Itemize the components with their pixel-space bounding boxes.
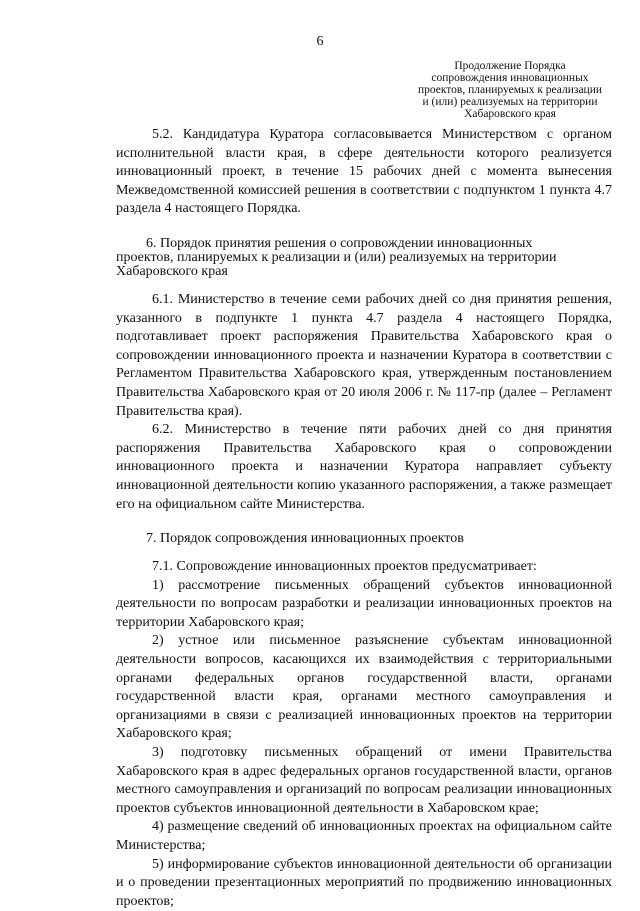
header-line: сопровождения инновационных: [431, 72, 589, 84]
section-7-heading: 7. Порядок сопровождения инновационных проектов: [146, 531, 464, 547]
paragraph-6-2: 6.2. Министерство в течение пяти рабочих дней со дня принятия распоряжения Правительства Хабаровского края о сопровождении инновационного проекта и назначении Куратора направляет субъекту инновационной деятельности копию указанного распоряжения, а также размещает его на официальном сайте Министерства.: [116, 422, 612, 512]
header-line: проектов, планируемых к реализации: [417, 84, 603, 96]
list-item: 5) информирование субъектов инновационной деятельности об организации и о проведении презентационных мероприятий по продвижению инновационных проектов;: [116, 856, 612, 909]
list-item: 3) подготовку письменных обращений от имени Правительства Хабаровского края в адрес федеральных органов государственной власти, органов местного самоуправления и организаций по вопросам реализации инновационных проектов субъектов инновационной деятельности в Хабаровском крае;: [116, 745, 612, 816]
paragraph-6-1: 6.1. Министерство в течение семи рабочих дней со дня принятия решения, указанного в подпункте 1 пункта 4.7 раздела 4 настоящего Порядка, подготавливает проект распоряжения Правительства Хабаровского края о сопровождении инновационного проекта и назначении Куратора в соответствии с Регламентом Правительства Хабаровского края, утвержденным постановлением Правительства Хабаровского края от 20 июля 2006 г. № 117-пр (далее – Регламент Правительства края).: [116, 291, 612, 419]
paragraph-5-2: 5.2. Кандидатура Куратора согласовывается Министерством с органом исполнительной власти края, в сфере деятельности которого реализуется инновационный проект, в течение 15 рабочих дней с момента вынесения Межведомственной комиссией решения в соответствии с подпунктом 1 пункта 4.7 раздела 4 настоящего Порядка.: [116, 127, 612, 217]
list-item: 1) рассмотрение письменных обращений субъектов инновационной деятельности по вопросам разработки и реализации инновационных проектов на территории Хабаровского края;: [116, 577, 612, 630]
list-item: 2) устное или письменное разъяснение субъектам инновационной деятельности вопросов, касающихся их взаимодействия с территориальными органами федеральных органов государственной власти, органами государственной власти края, органами местного самоуправления и организациями в связи с реализацией инновационных проектов на территории Хабаровского края;: [116, 633, 612, 742]
header-line: Хабаровского края: [464, 108, 556, 120]
continuation-header: [410, 60, 610, 120]
list-item: 4) размещение сведений об инновационных проектах на официальном сайте Министерства;: [116, 819, 612, 853]
section-6-heading: 6. Порядок принятия решения о сопровождении инновационных проектов, планируемых к реализации и (или) реализуемых на территории Хабаровского края: [116, 235, 557, 279]
document-body: [116, 126, 612, 911]
paragraph-7-1: 7.1. Сопровождение инновационных проектов предусматривает:: [152, 559, 537, 575]
header-line: и (или) реализуемых на территории: [422, 96, 598, 108]
page-number: 6: [316, 34, 324, 49]
header-line: Продолжение Порядка: [454, 60, 566, 72]
